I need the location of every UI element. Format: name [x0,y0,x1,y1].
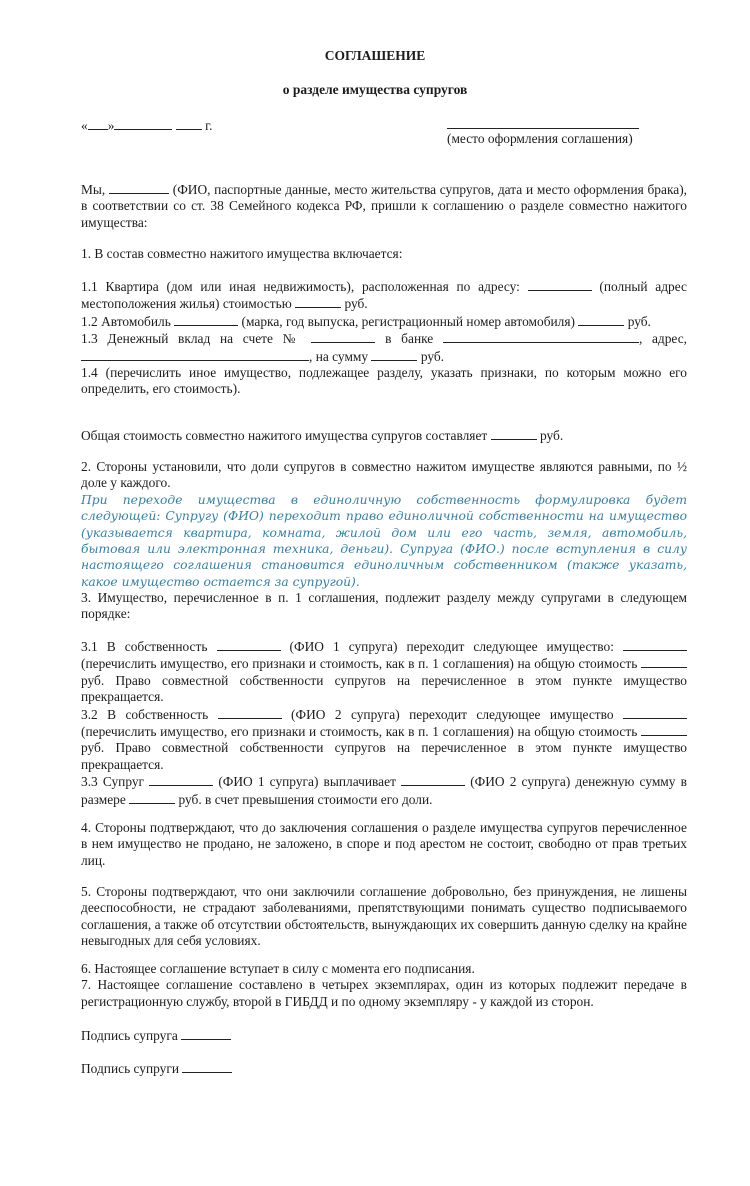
section-7: 7. Настоящее соглашение составлено в четырех экземплярах, один из которых подлежит передаче в регистрационную службу, второй в ГИБДД и по одному экземпляру - у каждой из сторон. [81,977,687,1009]
place-caption: (место оформления соглашения) [447,131,633,146]
section-2-note: При переходе имущества в единоличную собственность формулировка будет следующей: Супругу (ФИО) переходит право единоличной собственности на имущество (указывается квартира, комната, жилой дом или его часть, земля, автомобиль, бытовая или электронная техника, деньги). Супруга (ФИО.) после вступления в силу настоящего соглашения становится единоличным собственником (также указать, какое имущество остается за супругой). [81,492,687,589]
document-title: СОГЛАШЕНИЕ [324,48,426,63]
item-1-3: 1.3 Денежный вклад на счете № в банке , адрес, , на сумму руб. [81,331,687,364]
intro-paragraph: Мы, (ФИО, паспортные данные, место жительства супругов, дата и место оформления брака), в соответствии со ст. 38 Семейного кодекса РФ, пришли к соглашению о разделе совместно нажитого имущества: [81,182,688,230]
item-1-1: 1.1 Квартира (дом или иная недвижимость), расположенная по адресу: (полный адрес местоположения жилья) стоимостью руб. [81,279,687,312]
section-3-items [81,638,687,808]
date-quote-open: « [81,118,88,133]
day-blank [88,117,108,130]
section-5: 5. Стороны подтверждают, что они заключили соглашение добровольно, без принуждения, не лишены дееспособности, не страдают заболеваниями, препятствующими понимать существо подписываемого соглашения, а также об отсутствии обстоятельств, вынуждающих их совершить данную сделку на крайне невыгодных для себя условиях. [81,884,687,949]
date-field [81,117,212,134]
total-value: Общая стоимость совместно нажитого имущества супругов составляет руб. [81,428,564,443]
item-1-4: 1.4 (перечислить иное имущество, подлежащее разделу, указать признаки, по которым можно его определить, его стоимость). [81,365,687,397]
item-1-2: 1.2 Автомобиль (марка, год выпуска, регистрационный номер автомобиля) руб. [81,313,651,329]
section-1-items [81,278,687,398]
month-blank [114,117,172,130]
section-4: 4. Стороны подтверждают, что до заключения соглашения о разделе имущества супругов перечисленное в нем имущество не продано, не заложено, в споре и под арестом не состоит, свободно от прав третьих лиц. [81,820,687,868]
section-1-heading: 1. В состав совместно нажитого имущества включается: [81,246,403,261]
names-blank [109,181,169,194]
document-subtitle: о разделе имущества супругов [282,82,468,97]
signature-wife-blank [182,1060,232,1073]
section-3-heading: 3. Имущество, перечисленное в п. 1 соглашения, подлежит разделу между супругами в следующем порядке: [81,590,687,622]
item-3-3: 3.3 Супруг (ФИО 1 супруга) выплачивает (ФИО 2 супруга) денежную сумму в размере руб. в счет превышения стоимости его доли. [81,774,687,807]
item-3-2: 3.2 В собственность (ФИО 2 супруга) переходит следующее имущество (перечислить имущество, его признаки и стоимость, как в п. 1 соглашения) на общую стоимость руб. Право совместной собственности супругов на перечисленное в этом пункте имущество прекращается. [81,706,687,772]
year-suffix: г. [205,118,213,133]
signature-husband: Подпись супруга [81,1027,687,1044]
signature-husband-blank [181,1027,231,1040]
section-2 [81,459,687,590]
item-3-1: 3.1 В собственность (ФИО 1 супруга) переходит следующее имущество: (перечислить имущество, его признаки и стоимость, как в п. 1 соглашения) на общую стоимость руб. Право совместной собственности супругов на перечисленное в этом пункте имущество прекращается. [81,639,687,705]
section-2-text: 2. Стороны установили, что доли супругов в совместно нажитом имуществе являются равными, по ½ доле у каждого. [81,459,687,491]
section-6: 6. Настоящее соглашение вступает в силу с момента его подписания. [81,961,475,976]
section-6-7 [81,961,687,1010]
signature-wife: Подпись супруги [81,1060,687,1077]
year-blank [176,117,202,130]
place-blank [447,128,639,129]
date-quote-close: » [107,118,115,133]
